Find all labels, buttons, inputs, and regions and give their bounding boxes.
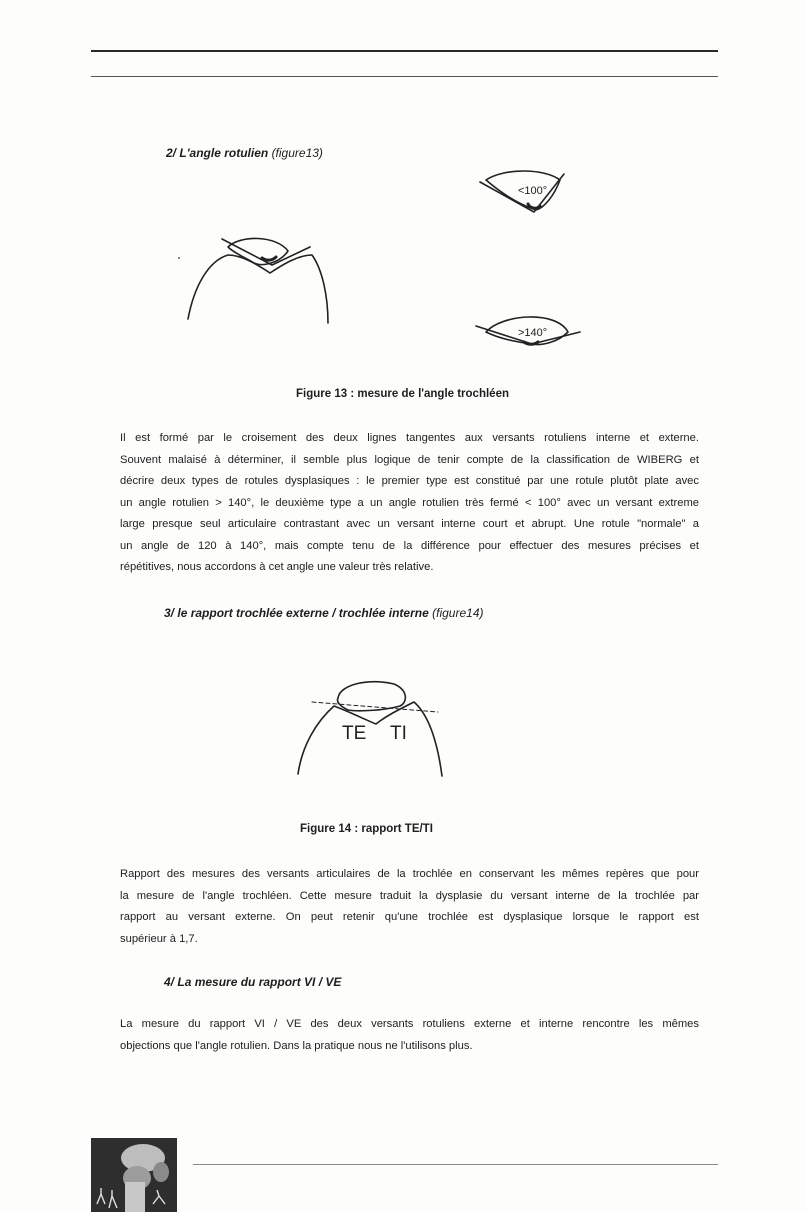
figure-13-large-angle-drawing bbox=[472, 310, 584, 352]
section-2-title: L'angle rotulien bbox=[179, 146, 269, 160]
figure-13-small-angle-drawing bbox=[474, 168, 574, 220]
paragraph-rapport-te-ti bbox=[120, 864, 699, 950]
section-2-number: 2/ bbox=[166, 146, 177, 160]
patella-hatch bbox=[528, 204, 540, 208]
knee-xray-icon bbox=[91, 1138, 177, 1212]
figure-14-caption: Figure 14 : rapport TE/TI bbox=[300, 823, 433, 835]
patella-outline bbox=[228, 238, 288, 264]
header-rule-bottom bbox=[91, 76, 718, 77]
section-3-heading bbox=[164, 606, 483, 620]
text-line: large presque seul articulaire contrastant avec un versant interne court et abrupt. Une rotule "normale" a bbox=[120, 518, 699, 530]
footer-rule bbox=[193, 1164, 718, 1165]
text-line: répétitives, nous accordons à cet angle une valeur très relative. bbox=[120, 561, 434, 573]
figure-13-knee-drawing bbox=[170, 225, 340, 330]
section-3-title: le rapport trochlée externe / trochlée interne bbox=[177, 606, 429, 620]
text-line: Souvent malaisé à déterminer, il semble plus logique de tenir compte de la classification de WIBERG et bbox=[120, 453, 699, 466]
section-4-number: 4/ bbox=[164, 975, 175, 989]
text-line: Il est formé par le croisement des deux lignes tangentes aux versants rotuliens interne et externe. bbox=[120, 432, 699, 444]
text-line: un angle rotulien > 140°, le deuxième type a un angle rotulien très fermé < 100° avec un versant extreme bbox=[120, 496, 699, 509]
header-rule-top bbox=[91, 50, 718, 52]
patella-hatch bbox=[524, 342, 538, 344]
section-4-heading bbox=[164, 975, 341, 989]
patella-hatch bbox=[262, 257, 276, 260]
paragraph-rapport-vi-ve bbox=[120, 1014, 699, 1057]
section-3-number: 3/ bbox=[164, 606, 175, 620]
paragraph-angle-rotulien bbox=[120, 428, 699, 579]
footer-logo-image bbox=[91, 1138, 177, 1212]
trochlea-outline bbox=[188, 255, 328, 323]
text-line: un angle de 120 à 140°, mais compte tenu de la différence pour effectuer des mesures précises et bbox=[120, 539, 699, 552]
section-3-figure-ref: (figure14) bbox=[432, 606, 484, 620]
text-line: Rapport des mesures des versants articulaires de la trochlée en conservant les mêmes repères que pour bbox=[120, 868, 699, 880]
speck bbox=[178, 257, 180, 259]
ti-label: TI bbox=[390, 723, 407, 744]
trochlea-outline bbox=[298, 702, 442, 776]
te-label: TE bbox=[342, 723, 367, 744]
section-2-heading bbox=[166, 146, 323, 160]
small-angle-label: <100° bbox=[518, 185, 548, 197]
figure-14-trochlea-drawing bbox=[290, 676, 450, 786]
text-line: décrire deux types de rotules dysplasiques : le premier type est constitué par une rotule plutôt plate avec bbox=[120, 475, 699, 487]
text-line: supérieur à 1,7. bbox=[120, 932, 198, 945]
figure-13-caption: Figure 13 : mesure de l'angle trochléen bbox=[296, 388, 509, 400]
text-line: rapport au versant externe. On peut retenir qu'une trochlée est dysplasique lorsque le rapport est bbox=[120, 911, 699, 923]
text-line: objections que l'angle rotulien. Dans la pratique nous ne l'utilisons plus. bbox=[120, 1039, 473, 1052]
section-4-title: La mesure du rapport VI / VE bbox=[177, 975, 342, 989]
section-2-figure-ref: (figure13) bbox=[271, 146, 323, 160]
large-angle-label: >140° bbox=[518, 327, 548, 339]
text-line: la mesure de l'angle trochléen. Cette mesure traduit la dysplasie du versant interne de la trochlée par bbox=[120, 889, 699, 902]
text-line: La mesure du rapport VI / VE des deux versants rotuliens externe et interne rencontre les mêmes bbox=[120, 1018, 699, 1030]
